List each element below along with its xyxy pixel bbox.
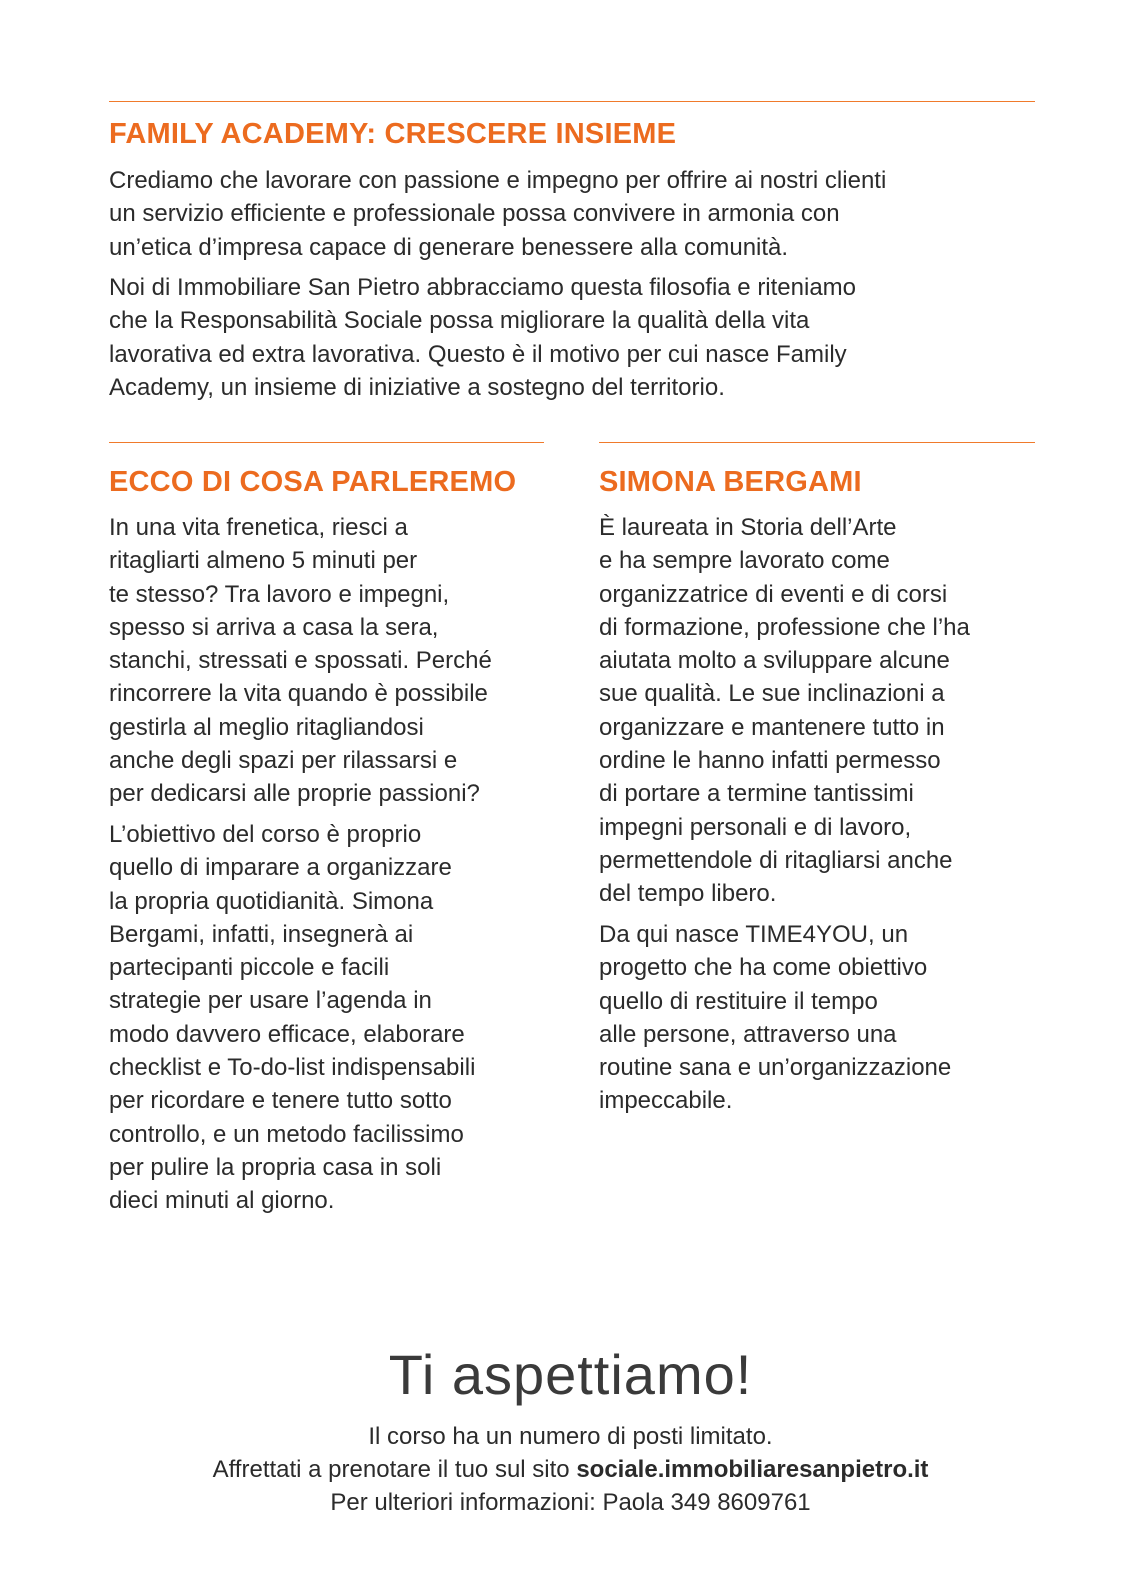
text-line: ritagliarti almeno 5 minuti per [109, 547, 418, 575]
closing-tagline: Ti aspettiamo! [388, 1343, 753, 1406]
speaker-paragraph-2 [599, 918, 951, 1118]
family-academy-paragraph-1 [109, 164, 886, 264]
family-academy-paragraph-2 [109, 271, 856, 404]
text-line: progetto che ha come obiettivo [599, 954, 928, 982]
booking-prefix: Affrettati a prenotare il tuo sul sito [212, 1456, 577, 1483]
text-line: In una vita frenetica, riesci a [109, 514, 408, 541]
text-line: È laureata in Storia dell’Arte [599, 514, 897, 541]
text-line: per dedicarsi alle proprie passioni? [109, 780, 480, 808]
text-line: quello di imparare a organizzare [109, 854, 452, 882]
footer-line-contact: Per ulteriori informazioni: Paola 349 8609761 [330, 1489, 811, 1516]
text-line: spesso si arriva a casa la sera, [109, 613, 439, 641]
text-line: del tempo libero. [599, 880, 777, 908]
family-academy-heading: FAMILY ACADEMY: CRESCERE INSIEME [109, 118, 677, 150]
text-line: ordine le hanno infatti permesso [599, 747, 941, 775]
speaker-heading: SIMONA BERGAMI [599, 466, 862, 498]
text-line: permettendole di ritagliarsi anche [599, 846, 953, 874]
text-line: e ha sempre lavorato come [599, 547, 890, 575]
text-line: stanchi, stressati e spossati. Perché [109, 647, 492, 675]
text-line: checklist e To-do-list indispensabili [109, 1054, 476, 1082]
speaker-paragraph-1 [599, 511, 970, 911]
topics-paragraph-2 [109, 818, 475, 1218]
text-line: partecipanti piccole e facili [109, 954, 390, 982]
text-line: Academy, un insieme di iniziative a sostegno del territorio. [109, 373, 725, 401]
text-line: te stesso? Tra lavoro e impegni, [109, 580, 450, 608]
text-line: Bergami, infatti, insegnerà ai [109, 920, 414, 948]
text-line: rincorrere la vita quando è possibile [109, 680, 488, 708]
text-line: Crediamo che lavorare con passione e impegno per offrire ai nostri clienti [109, 167, 887, 194]
top-divider [109, 101, 1035, 102]
text-line: di portare a termine tantissimi [599, 780, 914, 808]
text-line: impeccabile. [599, 1087, 733, 1115]
text-line: Da qui nasce TIME4YOU, un [599, 921, 909, 948]
text-line: strategie per usare l’agenda in [109, 987, 432, 1015]
footer-line-limited-seats: Il corso ha un numero di posti limitato. [368, 1423, 773, 1450]
text-line: Noi di Immobiliare San Pietro abbracciamo questa filosofia e riteniamo [109, 274, 857, 301]
website-link[interactable]: sociale.immobiliaresanpietro.it [576, 1456, 929, 1483]
text-line: routine sana e un’organizzazione [599, 1054, 952, 1082]
text-line: organizzare e mantenere tutto in [599, 713, 945, 741]
text-line: L’obiettivo del corso è proprio [109, 821, 422, 848]
text-line: modo davvero efficace, elaborare [109, 1020, 465, 1048]
text-line: che la Responsabilità Sociale possa migliorare la qualità della vita [109, 307, 810, 335]
text-line: per pulire la propria casa in soli [109, 1153, 442, 1181]
text-line: lavorativa ed extra lavorativa. Questo è il motivo per cui nasce Family [109, 340, 847, 368]
text-line: un’etica d’impresa capace di generare benessere alla comunità. [109, 233, 789, 261]
topics-heading: ECCO DI COSA PARLEREMO [109, 466, 517, 498]
text-line: un servizio efficiente e professionale possa convivere in armonia con [109, 200, 840, 228]
text-line: gestirla al meglio ritagliandosi [109, 713, 424, 741]
text-line: dieci minuti al giorno. [109, 1187, 335, 1215]
text-line: anche degli spazi per rilassarsi e [109, 747, 458, 775]
left-column-divider [109, 442, 544, 443]
footer-line-booking [0, 1456, 1141, 1484]
text-line: impegni personali e di lavoro, [599, 813, 912, 841]
text-line: organizzatrice di eventi e di corsi [599, 580, 948, 608]
text-line: controllo, e un metodo facilissimo [109, 1120, 464, 1148]
topics-paragraph-1 [109, 511, 492, 811]
text-line: di formazione, professione che l’ha [599, 613, 970, 641]
right-column-divider [599, 442, 1035, 443]
text-line: sue qualità. Le sue inclinazioni a [599, 680, 945, 708]
text-line: quello di restituire il tempo [599, 987, 878, 1015]
text-line: per ricordare e tenere tutto sotto [109, 1087, 452, 1115]
text-line: alle persone, attraverso una [599, 1020, 897, 1048]
text-line: la propria quotidianità. Simona [109, 887, 434, 915]
text-line: aiutata molto a sviluppare alcune [599, 647, 950, 675]
